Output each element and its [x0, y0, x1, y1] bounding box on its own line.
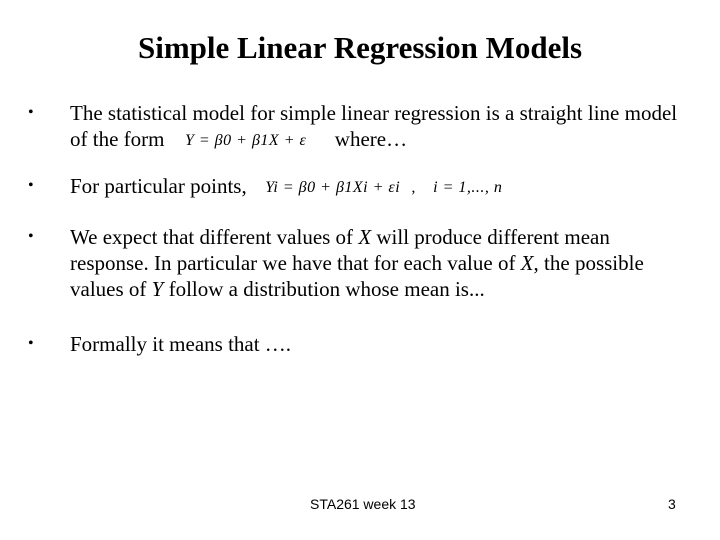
bullet-4-text: Formally it means that ….	[70, 332, 292, 356]
bullet-3-text	[70, 224, 678, 302]
bullet-3	[28, 224, 678, 302]
page-number: 3	[668, 496, 676, 512]
footer-course-label: STA261 week 13	[310, 496, 416, 512]
bullet-3-text-c: , the possible values of	[70, 251, 644, 301]
bullet-2-text-a: For particular points,	[70, 174, 247, 198]
bullet-1	[28, 100, 688, 154]
bullet-dot: •	[28, 228, 34, 245]
formula-separator: ,	[411, 179, 416, 197]
index-range: i = 1,..., n	[433, 179, 503, 197]
bullet-1-text	[70, 100, 688, 154]
bullet-1-text-a: The statistical model for simple linear regression is a straight line model of the form	[70, 101, 678, 151]
bullet-1-text-b: where…	[334, 127, 408, 151]
bullet-3-text-b: will produce different mean response. In particular we have that for each value of	[70, 225, 610, 275]
bullet-3-text-d: follow a distribution whose mean is...	[163, 277, 485, 301]
bullet-2-text	[70, 173, 688, 201]
points-formula: Yi = β0 + β1Xi + εi	[265, 179, 401, 197]
slide-title: Simple Linear Regression Models	[137, 30, 583, 65]
bullet-4	[28, 331, 688, 357]
bullet-dot: •	[28, 335, 34, 352]
variable-y: Y	[151, 277, 164, 301]
bullet-dot: •	[28, 177, 34, 194]
bullet-3-text-a: We expect that different values of	[70, 225, 359, 249]
variable-x: X	[358, 225, 372, 249]
bullet-2	[28, 173, 688, 201]
variable-x: X	[520, 251, 534, 275]
bullet-dot: •	[28, 104, 34, 121]
model-formula: Y = β0 + β1X + ε	[184, 132, 307, 150]
